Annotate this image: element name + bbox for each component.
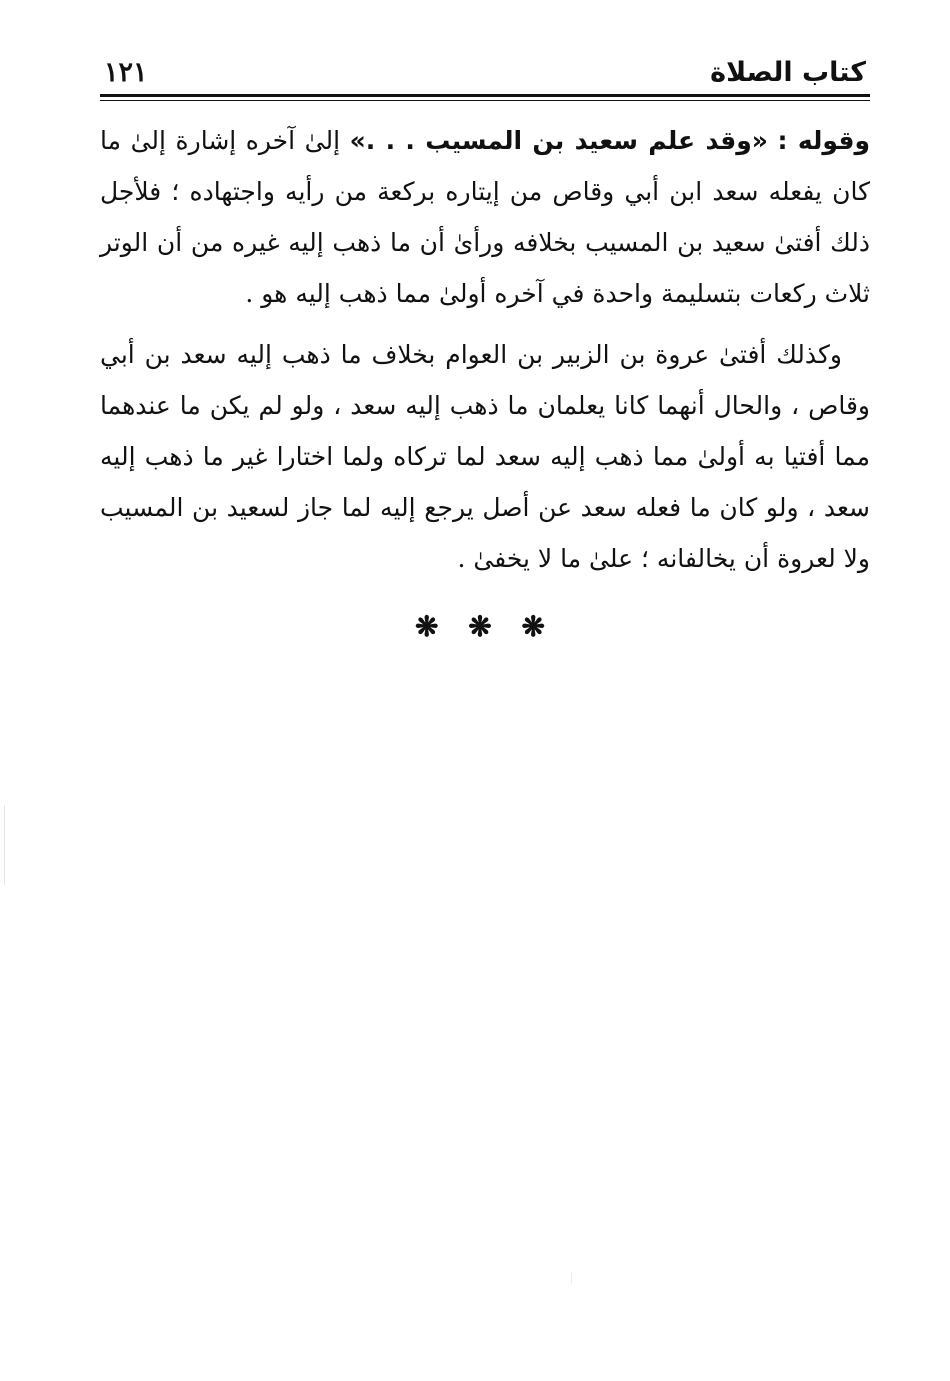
header-rule-thin [100, 100, 870, 101]
scan-margin-mark [4, 805, 5, 885]
body-text [100, 115, 870, 584]
section-end-ornament: ❋ ❋ ❋ [415, 610, 555, 643]
paragraph-1-lead: وقوله : [777, 126, 870, 155]
header-rule-thick [100, 94, 870, 97]
paragraph-2 [100, 329, 870, 584]
paragraph-2-text: وكذلك أفتىٰ عروة بن الزبير بن العوام بخلاف ما ذهب إليه سعد بن أبي وقاص ، والحال أنهما كانا يعلمان ما ذهب إليه سعد ، ولو لم يكن ما عندهما مما أفتيا به أولىٰ مما ذهب إليه سعد لما تركاه ولما اختارا غير ما ذهب إليه سعد ، ولو كان ما فعله سعد عن أصل يرجع إليه لما جاز لسعيد بن المسيب ولا لعروة أن يخالفانه ؛ علىٰ ما لا يخفىٰ . [100, 340, 870, 573]
page-header [100, 40, 870, 86]
page-number: ١٢١ [104, 57, 148, 88]
book-title: كتاب الصلاة [710, 57, 866, 88]
paragraph-1-quote: «وقد علم سعيد بن المسيب . . .» [349, 126, 768, 155]
page [100, 40, 870, 643]
paragraph-1 [100, 115, 870, 319]
scan-speck [571, 1272, 572, 1284]
paragraph-1-text: إلىٰ آخره إشارة إلىٰ ما كان يفعله سعد ابن أبي وقاص من إيتاره بركعة من رأيه واجتهاده ؛ فلأجل ذلك أفتىٰ سعيد بن المسيب بخلافه ورأىٰ أن ما ذهب إليه غيره من أن الوتر ثلاث ركعات بتسليمة واحدة في آخره أولىٰ مما ذهب إليه هو . [100, 126, 870, 308]
